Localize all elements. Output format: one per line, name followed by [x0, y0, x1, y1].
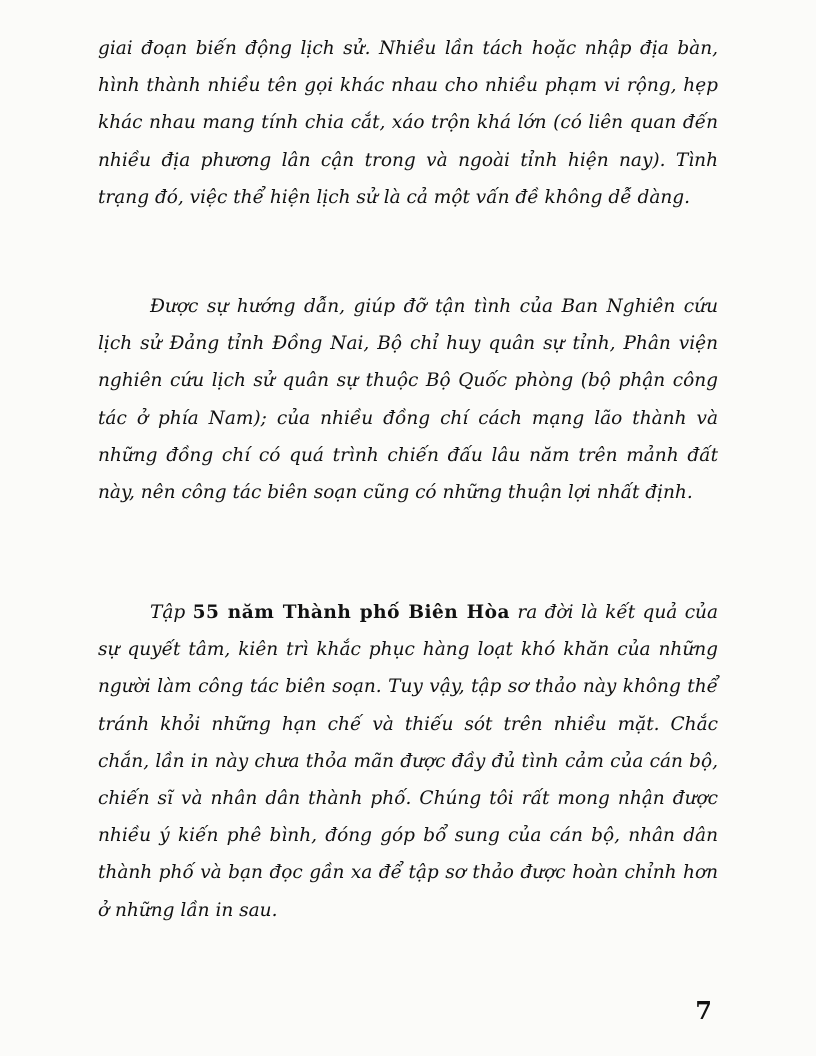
paragraph-continuation: giai đoạn biến động lịch sử. Nhiều lần tách hoặc nhập địa bàn, hình thành nhiều tên gọi khác nhau cho nhiều phạm vi rộng, hẹp khác nhau mang tính chia cắt, xáo trộn khá lớn (có liên quan đến nhiều địa phương lân cận trong và ngoài tỉnh hiện nay). Tình trạng đó, việc thể hiện lịch sử là cả một vấn đề không dễ dàng.	[98, 38, 718, 208]
book-title-prefix: Tập	[150, 602, 186, 623]
book-title: 55 năm Thành phố Biên Hòa	[192, 602, 510, 623]
paragraph-closing-text: ra đời là kết quả của sự quyết tâm, kiên trì khắc phục hàng loạt khó khăn của những người làm công tác biên soạn. Tuy vậy, tập sơ thảo này không thể tránh khỏi những hạn chế và thiếu sót trên nhiều mặt. Chắc chắn, lần in này chưa thỏa mãn được đầy đủ tình cảm của cán bộ, chiến sĩ và nhân dân thành phố. Chúng tôi rất mong nhận được nhiều ý kiến phê bình, đóng góp bổ sung của cán bộ, nhân dân thành phố và bạn đọc gần xa để tập sơ thảo được hoàn chỉnh hơn ở những lần in sau.	[98, 602, 718, 921]
paragraph-closing	[98, 594, 718, 929]
page-number: 7	[695, 996, 712, 1025]
paragraph-acknowledgement: Được sự hướng dẫn, giúp đỡ tận tình của Ban Nghiên cứu lịch sử Đảng tỉnh Đồng Nai, Bộ chỉ huy quân sự tỉnh, Phân viện nghiên cứu lịch sử quân sự thuộc Bộ Quốc phòng (bộ phận công tác ở phía Nam); của nhiều đồng chí cách mạng lão thành và những đồng chí có quá trình chiến đấu lâu năm trên mảnh đất này, nên công tác biên soạn cũng có những thuận lợi nhất định.	[98, 296, 718, 504]
